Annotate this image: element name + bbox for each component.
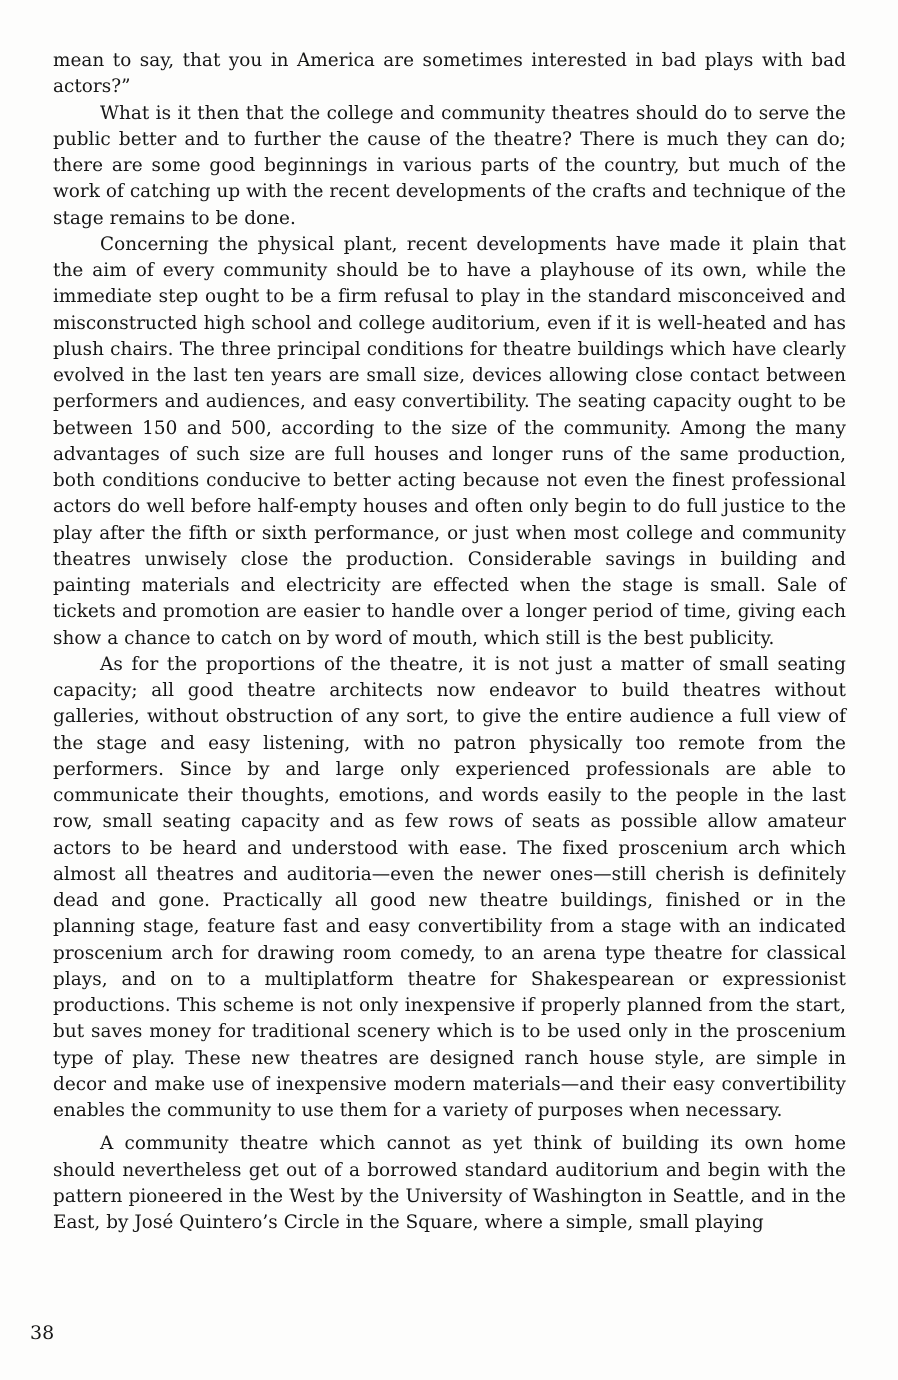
page-number: 38	[30, 1322, 55, 1344]
paragraph-physical-plant: Concerning the physical plant, recent developments have made it plain that the aim of every community should be to have a playhouse of its own, while the immediate step ought to be a firm refusal to play in the standard misconceived and misconstructed high school and college auditorium, even if it is well-heated and has plush chairs. The three principal conditions for theatre buildings which have clearly evolved in the last ten years are small size, devices allowing close contact between performers and audiences, and easy convertibility. The seating capacity ought to be between 150 and 500, according to the size of the community. Among the many advantages of such size are full houses and longer runs of the same production, both conditions conducive to better acting because not even the finest professional actors do well before half-empty houses and often only begin to do full justice to the play after the fifth or sixth performance, or just when most college and community theatres unwisely close the production. Considerable savings in building and painting materials and electricity are effected when the stage is small. Sale of tickets and promotion are easier to handle over a longer period of time, giving each show a chance to catch on by word of mouth, which still is the best publicity.	[53, 233, 846, 649]
paragraph-college-theatres: What is it then that the college and community theatres should do to serve the public better and to further the cause of the theatre? There is much they can do; there are some good beginnings in various parts of the country, but much of the work of catching up with the recent developments of the crafts and technique of the stage remains to be done.	[53, 102, 846, 229]
paragraph-continuation: mean to say, that you in America are sometimes interested in bad plays with bad actors?”	[53, 50, 846, 98]
paragraph-proportions: As for the proportions of the theatre, it is not just a matter of small seating capacity; all good theatre architects now endeavor to build theatres without galleries, without obstruction of any sort, to give the entire audience a full view of the stage and easy listening, with no patron physically too remote from the performers. Since by and large only experienced professionals are able to communicate their thoughts, emotions, and words easily to the people in the last row, small seating capacity and as few rows of seats as possible allow amateur actors to be heard and understood with ease. The fixed proscenium arch which almost all theatres and auditoria—even the newer ones—still cherish is definitely dead and gone. Practically all good new theatre buildings, finished or in the planning stage, feature fast and easy convertibility from a stage with an indicated proscenium arch for drawing room comedy, to an arena type theatre for classical plays, and on to a multiplatform theatre for Shakespearean or expressionist productions. This scheme is not only inexpensive if properly planned from the start, but saves money for traditional scenery which is to be used only in the proscenium type of play. These new theatres are designed ranch house style, are simple in decor and make use of inexpensive modern materials—and their easy convertibility enables the community to use them for a variety of purposes when necessary.	[53, 653, 846, 1121]
body-text	[53, 48, 846, 1236]
paragraph-community-theatre: A community theatre which cannot as yet think of building its own home should nevertheless get out of a borrowed standard auditorium and begin with the pattern pioneered in the West by the University of Washington in Seattle, and in the East, by José Quintero’s Circle in the Square, where a simple, small playing	[53, 1133, 846, 1233]
